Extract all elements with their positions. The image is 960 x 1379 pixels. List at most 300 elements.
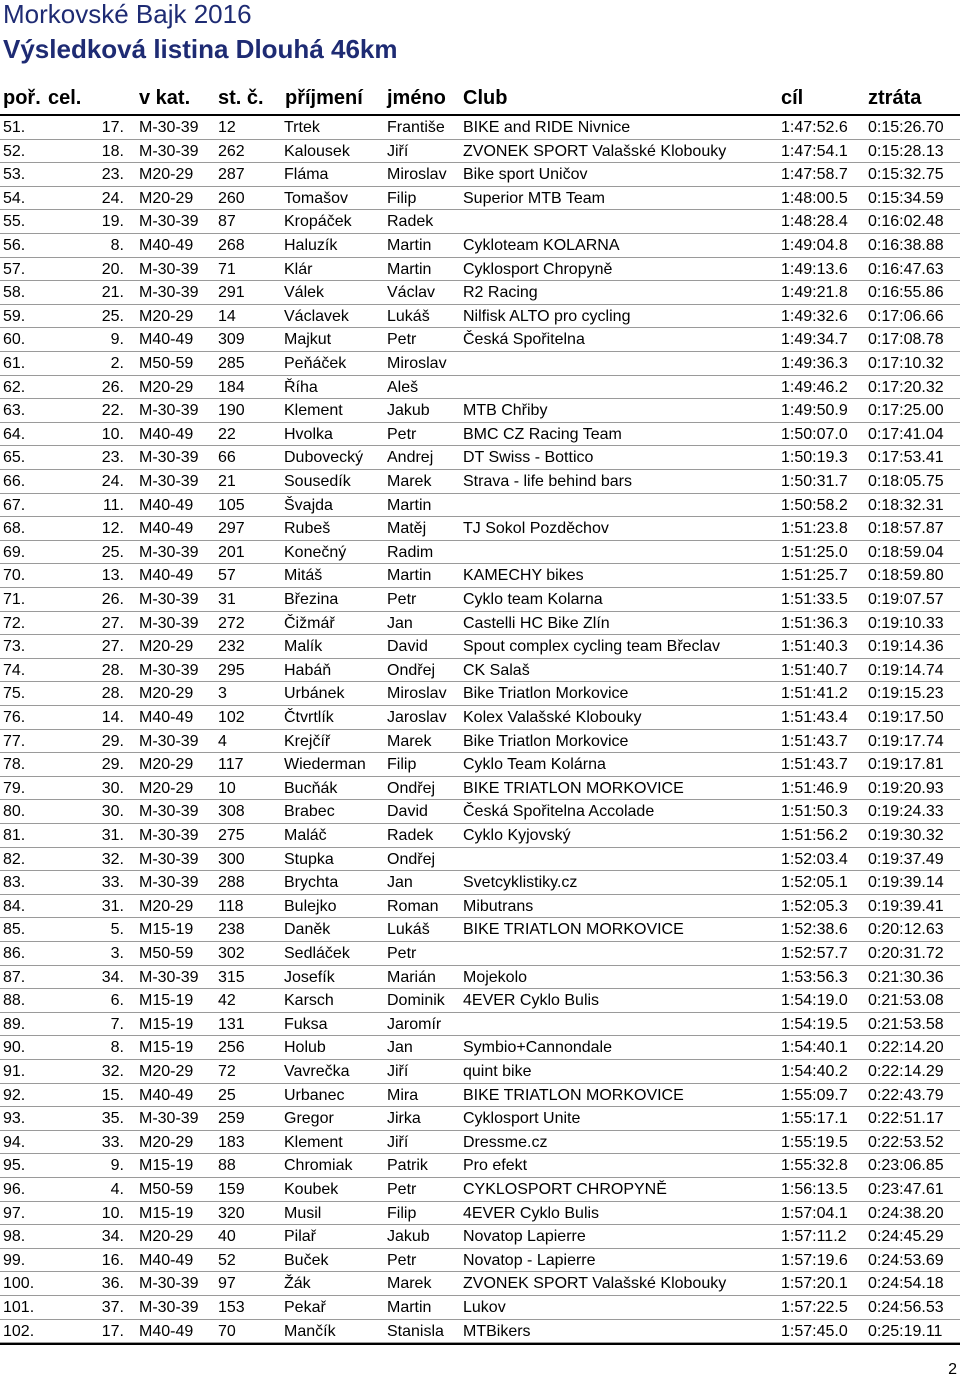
cell-club: R2 Racing bbox=[463, 284, 538, 302]
table-row bbox=[0, 281, 960, 305]
cell-celkove: 18. bbox=[101, 142, 124, 160]
cell-club: Cyklo team Kolarna bbox=[463, 591, 603, 608]
cell-jmeno: Filip bbox=[387, 756, 417, 774]
cell-kategorie: M40-49 bbox=[139, 496, 194, 514]
cell-jmeno: Aleš bbox=[387, 378, 419, 396]
cell-jmeno: Ondřej bbox=[387, 779, 436, 797]
cell-kategorie: M20-29 bbox=[139, 189, 194, 207]
cell-cil: 1:49:04.8 bbox=[781, 237, 848, 254]
table-row bbox=[0, 1107, 960, 1131]
table-row bbox=[0, 1036, 960, 1060]
cell-cil: 1:55:17.1 bbox=[781, 1110, 848, 1128]
cell-startovni-cislo: 71 bbox=[218, 260, 236, 278]
footer-rule bbox=[0, 1343, 960, 1345]
cell-cil: 1:51:46.9 bbox=[781, 779, 848, 797]
cell-jmeno: Jan bbox=[387, 1039, 413, 1057]
table-row bbox=[0, 824, 960, 848]
cell-club: Česká Spořitelna bbox=[463, 331, 585, 349]
cell-club: Dressme.cz bbox=[463, 1133, 548, 1151]
cell-celkove: 4. bbox=[110, 1181, 124, 1198]
cell-celkove: 30. bbox=[101, 803, 124, 821]
cell-cil: 1:51:36.3 bbox=[781, 614, 848, 632]
cell-celkove: 15. bbox=[101, 1086, 124, 1104]
table-row bbox=[0, 942, 960, 966]
cell-club: Symbio+Cannondale bbox=[463, 1039, 612, 1057]
cell-cil: 1:57:11.2 bbox=[781, 1228, 847, 1246]
cell-poradi: 62. bbox=[3, 378, 26, 396]
cell-celkove: 26. bbox=[101, 378, 124, 396]
cell-prijmeni: Haluzík bbox=[284, 237, 338, 254]
table-row bbox=[0, 328, 960, 352]
cell-celkove: 2. bbox=[110, 355, 124, 372]
cell-kategorie: M-30-39 bbox=[139, 1110, 199, 1128]
cell-poradi: 51. bbox=[3, 119, 26, 136]
cell-jmeno: Martin bbox=[387, 1299, 432, 1316]
table-row bbox=[0, 753, 960, 777]
cell-club: Svetcyklistiky.cz bbox=[463, 874, 578, 892]
cell-cil: 1:49:21.8 bbox=[781, 284, 848, 302]
cell-startovni-cislo: 295 bbox=[218, 661, 245, 679]
table-row bbox=[0, 305, 960, 329]
cell-prijmeni: Rubeš bbox=[284, 520, 331, 538]
cell-prijmeni: Konečný bbox=[284, 543, 347, 561]
cell-kategorie: M-30-39 bbox=[139, 119, 199, 136]
cell-prijmeni: Švajda bbox=[284, 496, 333, 514]
col-header-cil: cíl bbox=[781, 87, 804, 109]
cell-jmeno: Mira bbox=[387, 1086, 419, 1104]
cell-startovni-cislo: 268 bbox=[218, 237, 245, 254]
cell-ztrata: 0:15:26.70 bbox=[868, 119, 944, 136]
table-row bbox=[0, 1202, 960, 1226]
cell-celkove: 28. bbox=[101, 661, 124, 679]
cell-poradi: 101. bbox=[3, 1299, 35, 1316]
table-row bbox=[0, 258, 960, 282]
cell-club: MTB Chřiby bbox=[463, 402, 548, 420]
cell-ztrata: 0:25:19.11 bbox=[868, 1322, 943, 1340]
cell-prijmeni: Pilař bbox=[284, 1228, 317, 1246]
cell-kategorie: M-30-39 bbox=[139, 827, 199, 844]
table-row bbox=[0, 116, 960, 140]
cell-ztrata: 0:22:14.20 bbox=[868, 1039, 944, 1057]
cell-kategorie: M20-29 bbox=[139, 685, 194, 703]
cell-kategorie: M40-49 bbox=[139, 1086, 194, 1104]
cell-celkove: 30. bbox=[101, 779, 124, 797]
cell-ztrata: 0:16:55.86 bbox=[868, 284, 944, 302]
cell-jmeno: Patrik bbox=[387, 1157, 428, 1175]
cell-prijmeni: Trtek bbox=[284, 119, 320, 136]
cell-poradi: 102. bbox=[3, 1322, 35, 1340]
cell-celkove: 34. bbox=[101, 968, 124, 986]
cell-celkove: 6. bbox=[110, 992, 124, 1010]
cell-poradi: 92. bbox=[3, 1086, 26, 1104]
cell-poradi: 71. bbox=[3, 591, 26, 608]
cell-startovni-cislo: 297 bbox=[218, 520, 245, 538]
cell-prijmeni: Krejčíř bbox=[284, 732, 331, 750]
cell-prijmeni: Václavek bbox=[284, 307, 349, 325]
cell-club: Strava - life behind bars bbox=[463, 473, 632, 490]
table-row bbox=[0, 1131, 960, 1155]
cell-startovni-cislo: 238 bbox=[218, 921, 245, 939]
cell-startovni-cislo: 72 bbox=[218, 1063, 236, 1080]
cell-ztrata: 0:19:14.36 bbox=[868, 638, 944, 656]
cell-kategorie: M-30-39 bbox=[139, 591, 199, 608]
cell-ztrata: 0:17:41.04 bbox=[868, 425, 944, 443]
cell-celkove: 26. bbox=[101, 591, 124, 608]
cell-kategorie: M-30-39 bbox=[139, 661, 199, 679]
table-row bbox=[0, 1013, 960, 1037]
cell-cil: 1:51:43.7 bbox=[781, 732, 848, 750]
cell-celkove: 3. bbox=[110, 945, 124, 962]
cell-club: ZVONEK SPORT Valašské Klobouky bbox=[463, 142, 727, 160]
cell-cil: 1:52:57.7 bbox=[781, 945, 848, 962]
cell-jmeno: Ondřej bbox=[387, 850, 436, 868]
cell-poradi: 76. bbox=[3, 709, 26, 726]
cell-startovni-cislo: 302 bbox=[218, 945, 245, 962]
cell-celkove: 33. bbox=[101, 1133, 124, 1151]
cell-ztrata: 0:24:45.29 bbox=[868, 1228, 944, 1246]
cell-startovni-cislo: 102 bbox=[218, 709, 245, 726]
cell-cil: 1:54:19.0 bbox=[781, 992, 848, 1010]
cell-celkove: 34. bbox=[101, 1228, 124, 1246]
cell-kategorie: M15-19 bbox=[139, 1157, 194, 1175]
cell-cil: 1:49:32.6 bbox=[781, 307, 848, 325]
cell-ztrata: 0:19:07.57 bbox=[868, 591, 944, 608]
cell-cil: 1:54:40.2 bbox=[781, 1063, 848, 1080]
cell-celkove: 25. bbox=[101, 307, 124, 325]
cell-poradi: 55. bbox=[3, 213, 26, 231]
cell-ztrata: 0:19:15.23 bbox=[868, 685, 944, 703]
cell-jmeno: Františe bbox=[387, 119, 445, 136]
cell-jmeno: Jaromír bbox=[387, 1015, 442, 1033]
cell-poradi: 99. bbox=[3, 1251, 26, 1269]
cell-prijmeni: Sedláček bbox=[284, 945, 350, 962]
cell-prijmeni: Žák bbox=[284, 1275, 311, 1293]
cell-prijmeni: Peňáček bbox=[284, 355, 347, 372]
cell-jmeno: Radek bbox=[387, 827, 434, 844]
cell-club: Cyklosport Chropyně bbox=[463, 260, 613, 278]
cell-startovni-cislo: 183 bbox=[218, 1133, 245, 1151]
table-row bbox=[0, 446, 960, 470]
cell-ztrata: 0:19:20.93 bbox=[868, 779, 944, 797]
cell-cil: 1:57:45.0 bbox=[781, 1322, 848, 1340]
cell-ztrata: 0:19:24.33 bbox=[868, 803, 944, 821]
cell-prijmeni: Habáň bbox=[284, 661, 332, 679]
cell-poradi: 68. bbox=[3, 520, 26, 538]
table-row bbox=[0, 612, 960, 636]
cell-ztrata: 0:20:31.72 bbox=[868, 945, 944, 962]
table-row bbox=[0, 564, 960, 588]
cell-jmeno: Roman bbox=[387, 897, 439, 915]
cell-startovni-cislo: 40 bbox=[218, 1228, 236, 1246]
cell-cil: 1:51:56.2 bbox=[781, 827, 848, 844]
table-row bbox=[0, 470, 960, 494]
col-header-prijmeni: příjmení bbox=[285, 87, 363, 109]
cell-club: ZVONEK SPORT Valašské Klobouky bbox=[463, 1275, 727, 1293]
table-row bbox=[0, 423, 960, 447]
cell-kategorie: M-30-39 bbox=[139, 850, 199, 868]
cell-cil: 1:49:34.7 bbox=[781, 331, 848, 349]
cell-startovni-cislo: 131 bbox=[218, 1015, 245, 1033]
cell-ztrata: 0:18:57.87 bbox=[868, 520, 944, 538]
cell-poradi: 70. bbox=[3, 567, 26, 585]
cell-jmeno: David bbox=[387, 803, 428, 821]
table-row bbox=[0, 588, 960, 612]
cell-club: Kolex Valašské Klobouky bbox=[463, 709, 642, 726]
cell-club: quint bike bbox=[463, 1063, 532, 1080]
cell-poradi: 60. bbox=[3, 331, 26, 349]
cell-jmeno: Marián bbox=[387, 968, 436, 986]
cell-celkove: 29. bbox=[101, 732, 124, 750]
cell-jmeno: Petr bbox=[387, 591, 417, 608]
cell-prijmeni: Fuksa bbox=[284, 1015, 328, 1033]
table-row bbox=[0, 895, 960, 919]
cell-ztrata: 0:17:53.41 bbox=[868, 449, 944, 467]
cell-ztrata: 0:19:39.14 bbox=[868, 874, 944, 892]
cell-ztrata: 0:17:06.66 bbox=[868, 307, 944, 325]
cell-kategorie: M20-29 bbox=[139, 756, 194, 774]
cell-cil: 1:57:20.1 bbox=[781, 1275, 848, 1293]
cell-poradi: 91. bbox=[3, 1063, 26, 1080]
cell-club: Mojekolo bbox=[463, 968, 528, 986]
cell-kategorie: M-30-39 bbox=[139, 142, 199, 160]
cell-ztrata: 0:22:14.29 bbox=[868, 1063, 944, 1080]
cell-jmeno: Stanisla bbox=[387, 1322, 444, 1340]
col-header-club: Club bbox=[463, 87, 508, 109]
col-header-v-kategorii: v kat. bbox=[139, 87, 191, 109]
cell-club: CK Salaš bbox=[463, 661, 530, 679]
cell-jmeno: Jiří bbox=[387, 1133, 409, 1151]
cell-ztrata: 0:23:47.61 bbox=[868, 1181, 944, 1198]
table-row bbox=[0, 871, 960, 895]
table-row bbox=[0, 966, 960, 990]
table-row bbox=[0, 210, 960, 234]
cell-kategorie: M20-29 bbox=[139, 1063, 194, 1080]
table-row bbox=[0, 800, 960, 824]
cell-celkove: 14. bbox=[101, 709, 124, 726]
cell-club: Cyklo Kyjovský bbox=[463, 827, 571, 844]
cell-jmeno: Radek bbox=[387, 213, 434, 231]
table-row bbox=[0, 187, 960, 211]
cell-celkove: 28. bbox=[101, 685, 124, 703]
cell-prijmeni: Majkut bbox=[284, 331, 332, 349]
cell-club: DT Swiss - Bottico bbox=[463, 449, 594, 467]
cell-cil: 1:51:43.7 bbox=[781, 756, 848, 774]
cell-club: BIKE TRIATLON MORKOVICE bbox=[463, 779, 684, 797]
cell-kategorie: M-30-39 bbox=[139, 1275, 199, 1293]
cell-club: Novatop - Lapierre bbox=[463, 1251, 596, 1269]
cell-ztrata: 0:18:32.31 bbox=[868, 496, 944, 514]
cell-celkove: 31. bbox=[101, 897, 124, 915]
cell-startovni-cislo: 260 bbox=[218, 189, 245, 207]
cell-startovni-cislo: 57 bbox=[218, 567, 236, 585]
cell-cil: 1:48:00.5 bbox=[781, 189, 848, 207]
cell-cil: 1:47:54.1 bbox=[781, 142, 848, 160]
cell-startovni-cislo: 190 bbox=[218, 402, 245, 420]
cell-celkove: 9. bbox=[110, 331, 124, 349]
cell-jmeno: Jan bbox=[387, 874, 413, 892]
cell-cil: 1:53:56.3 bbox=[781, 968, 848, 986]
cell-kategorie: M-30-39 bbox=[139, 614, 199, 632]
cell-ztrata: 0:15:34.59 bbox=[868, 189, 944, 207]
table-row bbox=[0, 777, 960, 801]
cell-kategorie: M15-19 bbox=[139, 1015, 194, 1033]
cell-cil: 1:51:23.8 bbox=[781, 520, 848, 538]
table-row bbox=[0, 1249, 960, 1273]
cell-poradi: 72. bbox=[3, 614, 26, 632]
cell-poradi: 58. bbox=[3, 284, 26, 302]
cell-jmeno: Ondřej bbox=[387, 661, 436, 679]
cell-poradi: 81. bbox=[3, 827, 26, 844]
cell-ztrata: 0:18:05.75 bbox=[868, 473, 944, 490]
cell-club: Nilfisk ALTO pro cycling bbox=[463, 307, 631, 325]
cell-cil: 1:50:19.3 bbox=[781, 449, 848, 467]
page-number: 2 bbox=[948, 1361, 957, 1378]
cell-startovni-cislo: 320 bbox=[218, 1204, 245, 1222]
cell-kategorie: M40-49 bbox=[139, 567, 194, 585]
cell-celkove: 8. bbox=[110, 237, 124, 254]
cell-kategorie: M40-49 bbox=[139, 709, 194, 726]
cell-cil: 1:51:25.0 bbox=[781, 543, 848, 561]
cell-ztrata: 0:16:02.48 bbox=[868, 213, 944, 231]
cell-cil: 1:54:40.1 bbox=[781, 1039, 848, 1057]
cell-cil: 1:47:52.6 bbox=[781, 119, 848, 136]
cell-kategorie: M20-29 bbox=[139, 638, 194, 656]
cell-startovni-cislo: 285 bbox=[218, 355, 245, 372]
cell-poradi: 77. bbox=[3, 732, 26, 750]
cell-jmeno: David bbox=[387, 638, 428, 656]
cell-startovni-cislo: 153 bbox=[218, 1299, 245, 1316]
cell-celkove: 27. bbox=[101, 614, 124, 632]
col-header-ztrata: ztráta bbox=[868, 87, 922, 109]
cell-cil: 1:51:43.4 bbox=[781, 709, 848, 726]
cell-celkove: 36. bbox=[101, 1275, 124, 1293]
cell-prijmeni: Gregor bbox=[284, 1110, 334, 1128]
cell-club: BIKE and RIDE Nivnice bbox=[463, 119, 631, 136]
cell-startovni-cislo: 159 bbox=[218, 1181, 245, 1198]
cell-ztrata: 0:21:53.08 bbox=[868, 992, 944, 1010]
cell-ztrata: 0:15:28.13 bbox=[868, 142, 944, 160]
cell-startovni-cislo: 287 bbox=[218, 166, 245, 184]
cell-poradi: 87. bbox=[3, 968, 26, 986]
cell-poradi: 93. bbox=[3, 1110, 26, 1128]
cell-prijmeni: Koubek bbox=[284, 1181, 339, 1198]
cell-prijmeni: Brychta bbox=[284, 874, 339, 892]
cell-prijmeni: Válek bbox=[284, 284, 325, 302]
cell-prijmeni: Hvolka bbox=[284, 425, 333, 443]
cell-prijmeni: Chromiak bbox=[284, 1157, 353, 1175]
cell-poradi: 57. bbox=[3, 260, 26, 278]
cell-poradi: 90. bbox=[3, 1039, 26, 1057]
cell-cil: 1:55:09.7 bbox=[781, 1086, 848, 1104]
cell-kategorie: M15-19 bbox=[139, 921, 194, 939]
cell-jmeno: Jaroslav bbox=[387, 709, 447, 726]
cell-jmeno: Dominik bbox=[387, 992, 445, 1010]
cell-cil: 1:50:07.0 bbox=[781, 425, 848, 443]
cell-club: Cykloteam KOLARNA bbox=[463, 237, 620, 254]
cell-startovni-cislo: 10 bbox=[218, 779, 236, 797]
cell-poradi: 97. bbox=[3, 1204, 26, 1222]
cell-prijmeni: Urbánek bbox=[284, 685, 345, 703]
cell-startovni-cislo: 300 bbox=[218, 850, 245, 868]
cell-kategorie: M40-49 bbox=[139, 425, 194, 443]
cell-club: Cyklosport Unite bbox=[463, 1110, 581, 1128]
cell-cil: 1:49:46.2 bbox=[781, 378, 848, 396]
table-row bbox=[0, 918, 960, 942]
cell-kategorie: M-30-39 bbox=[139, 1299, 199, 1316]
table-row bbox=[0, 635, 960, 659]
cell-prijmeni: Tomašov bbox=[284, 189, 349, 207]
cell-jmeno: Radim bbox=[387, 543, 434, 561]
cell-startovni-cislo: 272 bbox=[218, 614, 245, 632]
cell-kategorie: M20-29 bbox=[139, 1133, 194, 1151]
cell-club: BMC CZ Racing Team bbox=[463, 425, 622, 443]
table-row bbox=[0, 1154, 960, 1178]
cell-club: TJ Sokol Pozděchov bbox=[463, 520, 609, 538]
cell-startovni-cislo: 232 bbox=[218, 638, 245, 656]
cell-kategorie: M15-19 bbox=[139, 1204, 194, 1222]
cell-club: MTBikers bbox=[463, 1322, 531, 1340]
cell-ztrata: 0:23:06.85 bbox=[868, 1157, 944, 1175]
cell-celkove: 20. bbox=[101, 260, 124, 278]
cell-startovni-cislo: 262 bbox=[218, 142, 245, 160]
cell-jmeno: Jiří bbox=[387, 1063, 409, 1080]
cell-startovni-cislo: 88 bbox=[218, 1157, 236, 1175]
cell-club: Cyklo Team Kolárna bbox=[463, 756, 606, 774]
cell-cil: 1:51:40.3 bbox=[781, 638, 848, 656]
cell-ztrata: 0:21:53.58 bbox=[868, 1015, 944, 1033]
cell-prijmeni: Buček bbox=[284, 1251, 329, 1269]
cell-startovni-cislo: 70 bbox=[218, 1322, 236, 1340]
table-row bbox=[0, 989, 960, 1013]
cell-poradi: 82. bbox=[3, 850, 26, 868]
cell-prijmeni: Stupka bbox=[284, 850, 334, 868]
table-row bbox=[0, 1060, 960, 1084]
cell-cil: 1:57:19.6 bbox=[781, 1251, 848, 1269]
cell-prijmeni: Wiederman bbox=[284, 756, 366, 774]
cell-celkove: 10. bbox=[101, 425, 124, 443]
cell-cil: 1:54:19.5 bbox=[781, 1015, 848, 1033]
cell-prijmeni: Mitáš bbox=[284, 567, 323, 585]
cell-startovni-cislo: 288 bbox=[218, 874, 245, 892]
cell-celkove: 16. bbox=[101, 1251, 124, 1269]
table-row bbox=[0, 682, 960, 706]
cell-cil: 1:52:05.1 bbox=[781, 874, 848, 892]
cell-kategorie: M50-59 bbox=[139, 355, 194, 372]
cell-prijmeni: Brabec bbox=[284, 803, 335, 821]
cell-poradi: 80. bbox=[3, 803, 26, 821]
cell-startovni-cislo: 4 bbox=[218, 732, 227, 750]
cell-startovni-cislo: 291 bbox=[218, 284, 245, 302]
cell-prijmeni: Kropáček bbox=[284, 213, 352, 231]
page-title: Morkovské Bajk 2016 bbox=[3, 0, 252, 29]
cell-prijmeni: Urbanec bbox=[284, 1086, 345, 1104]
col-header-celkove: cel. bbox=[48, 87, 82, 109]
cell-ztrata: 0:19:17.74 bbox=[868, 732, 944, 750]
cell-poradi: 84. bbox=[3, 897, 26, 915]
cell-startovni-cislo: 97 bbox=[218, 1275, 236, 1293]
cell-kategorie: M40-49 bbox=[139, 237, 194, 254]
table-row bbox=[0, 163, 960, 187]
cell-club: Superior MTB Team bbox=[463, 189, 605, 207]
table-row bbox=[0, 494, 960, 518]
cell-jmeno: Jirka bbox=[387, 1110, 421, 1128]
cell-cil: 1:49:36.3 bbox=[781, 355, 848, 372]
cell-ztrata: 0:19:17.81 bbox=[868, 756, 944, 774]
cell-poradi: 85. bbox=[3, 921, 26, 939]
cell-kategorie: M-30-39 bbox=[139, 402, 199, 420]
cell-kategorie: M20-29 bbox=[139, 378, 194, 396]
cell-startovni-cislo: 52 bbox=[218, 1251, 236, 1269]
